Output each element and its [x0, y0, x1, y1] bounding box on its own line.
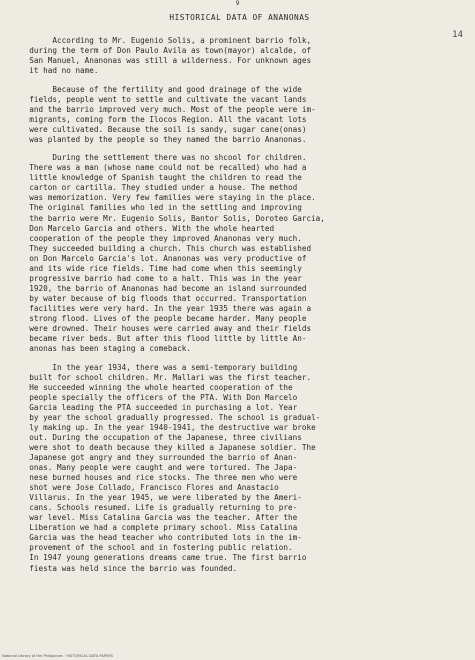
text-line: facilities were very hard. In the year 1935 there was again a: [20, 303, 312, 313]
text-line: In 1947 young generations dreams came true. The first barrio: [20, 553, 307, 563]
text-line: people specially the officers of the PTA. With Don Marcelo: [20, 392, 298, 402]
text-line: and the barrio improved very much. Most of the people were im-: [20, 104, 316, 114]
text-line: became river beds. But after this flood little by little An-: [20, 334, 307, 344]
text-line: fiesta was held since the barrio was founded.: [20, 563, 238, 573]
text-line: nese burned houses and rice stocks. The three men who were: [20, 473, 298, 483]
text-line: little knowledge of Spanish taught the children to read the: [20, 173, 302, 183]
text-line: Garcia leading the PTA succeeded in purchasing a lot. Year: [20, 402, 298, 412]
text-line: Because of the fertility and good drainage of the wide: [20, 84, 302, 94]
text-line: the barrio were Mr. Eugenio Solis, Bantor Solis, Doroteo Garcia,: [20, 213, 325, 223]
text-line: cooperation of the people they improved Ananonas very much.: [20, 233, 302, 243]
page-number: 9: [235, 0, 240, 7]
text-line: was memorization. Very few families were staying in the place.: [20, 193, 316, 203]
text-line: During the settlement there was no shcool for children.: [20, 153, 307, 163]
text-line: progressive barrio had come to a halt. This was in the year: [20, 273, 302, 283]
text-line: According to Mr. Eugenio Solis, a prominent barrio folk,: [20, 36, 312, 45]
text-line: Garcia was the head teacher who contributed lots in the im-: [20, 533, 302, 543]
text-line: Liberation we had a complete primary school. Miss Catalina: [20, 523, 298, 533]
text-line: strong flood. Lives of the people became harder. Many people: [20, 314, 307, 323]
paragraph: [20, 153, 459, 354]
text-line: by water because of big floods that occurred. Transportation: [20, 293, 307, 303]
paragraph: [20, 36, 459, 76]
document-title: HISTORICAL DATA OF ANANONAS: [169, 13, 310, 22]
text-line: In the year 1934, there was a semi-temporary building: [20, 362, 298, 372]
text-line: Villarus. In the year 1945, we were liberated by the Ameri-: [20, 493, 302, 503]
paragraph: [20, 85, 459, 145]
text-line: were drowned. Their houses were carried away and their fields: [20, 324, 312, 334]
document-body: [20, 36, 459, 574]
text-line: provement of the school and in fostering public relation.: [20, 543, 293, 553]
text-line: out. During the occupation of the Japanese, three civilians: [20, 432, 302, 442]
handwritten-page-mark: 14: [452, 30, 463, 40]
text-line: onas. Many people were caught and were tortured. The Japa-: [20, 463, 298, 473]
text-line: ly making up. In the year 1940-1941, the destructive war broke: [20, 422, 316, 432]
text-line: fields, people went to settle and cultivate the vacant lands: [20, 94, 307, 104]
text-line: shot were Jose Collado, Francisco Flores and Anastacio: [20, 483, 279, 493]
text-line: They succeeded building a church. This church was established: [20, 243, 312, 253]
text-line: war level. Miss Catalina Garcia was the teacher. After the: [20, 513, 298, 523]
footer-credit: National Library of the Philippines · HISTORICAL DATA PAPERS: [2, 654, 114, 658]
text-line: during the term of Don Paulo Avila as town(mayor) alcalde, of: [20, 46, 312, 56]
paragraph: [20, 363, 459, 574]
text-line: He succeeded winning the whole hearted cooperation of the: [20, 382, 293, 392]
text-line: There was a man (whose name could not be recalled) who had a: [20, 163, 307, 173]
text-line: built for school children. Mr. Mallari was the first teacher.: [20, 372, 312, 382]
text-line: migrants, coming form the Ilocos Region. All the vacant lots: [20, 114, 307, 124]
text-line: was planted by the people so they named the barrio Ananonas.: [20, 134, 307, 144]
text-line: 1920, the barrio of Ananonas had become an island surrounded: [20, 283, 307, 293]
text-line: it had no name.: [20, 66, 99, 76]
text-line: on Don Marcelo Garcia's lot. Ananonas was very productive of: [20, 253, 307, 263]
text-line: San Manuel, Ananonas was still a wilderness. For unknown ages: [20, 56, 312, 66]
text-line: Japanese got angry and they surrounded the barrio of Anan-: [20, 453, 298, 462]
text-line: carton or cartilla. They studied under a house. The method: [20, 183, 298, 193]
text-line: and its wide rice fields. Time had come when this seemingly: [20, 263, 302, 273]
text-line: were shot to death because they killed a Japanese soldier. The: [20, 442, 316, 452]
text-line: The original families who led in the settling and improving: [20, 203, 302, 213]
text-line: Don Marcelo Garcia and others. With the whole hearted: [20, 223, 275, 233]
text-line: by year the school gradually progressed. The school is gradual-: [20, 412, 321, 422]
text-line: were cultivated. Because the soil is sandy, sugar cane(onas): [20, 124, 307, 134]
text-line: anonas has been staging a comeback.: [20, 344, 191, 354]
text-line: cans. Schools resumed. Life is gradually returning to pre-: [20, 503, 298, 513]
